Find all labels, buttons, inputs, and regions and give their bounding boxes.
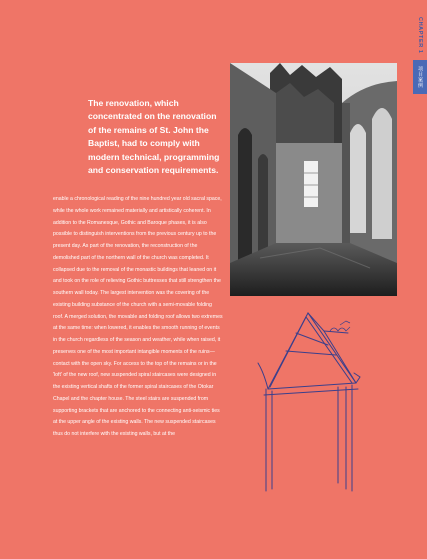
side-tab	[413, 10, 427, 60]
section-tab	[413, 60, 427, 94]
body-text: enable a chronological reading of the nine hundred year old sacral space, while the whole work remained materially and artistically coherent. In addition to the Romanesque, Gothic and Baroque phases, it is also possible to distinguish interventions from the previous century up to the present day. As part of the renovation, the reconstruction of the demolished part of the northern wall of the church was completed. It collapsed due to the removal of the monastic buildings that leaned on it and took on the role of relieving Gothic buttresses that still strengthen the southern wall today. The largest intervention was the covering of the existing building substance of the church with a semi-movable folding roof. A merged solution, the movable and folding roof allows two extremes at the same time: when lowered, it enables the smooth running of events in the church regardless of the season and weather, while when raised, it preserves one of the most important intangible moments of the ruins—contact with the open sky. For access to the top of the remains or in the 'loft' of the new roof, new suspended spiral staircases were designed in the existing vertical shafts of the former spiral staircases of the Otokar Chapel and the chapter house. The steel stairs are suspended from supporting brackets that are anchored to the connecting anti-seismic ties at the upper angle of the existing walls. The new suspended staircases thus do not interfere with the existing walls, but at the	[53, 196, 223, 437]
pull-quote: The renovation, which concentrated on the renovation of the remains of St. John the Baptist, had to comply with modern technical, programming and conservation requirements.	[88, 98, 220, 176]
section-label: 项目案例	[417, 66, 423, 88]
church-ruins-photo	[230, 63, 397, 296]
roof-sketch	[238, 303, 408, 493]
chapter-label: CHAPTER 1	[417, 16, 423, 54]
